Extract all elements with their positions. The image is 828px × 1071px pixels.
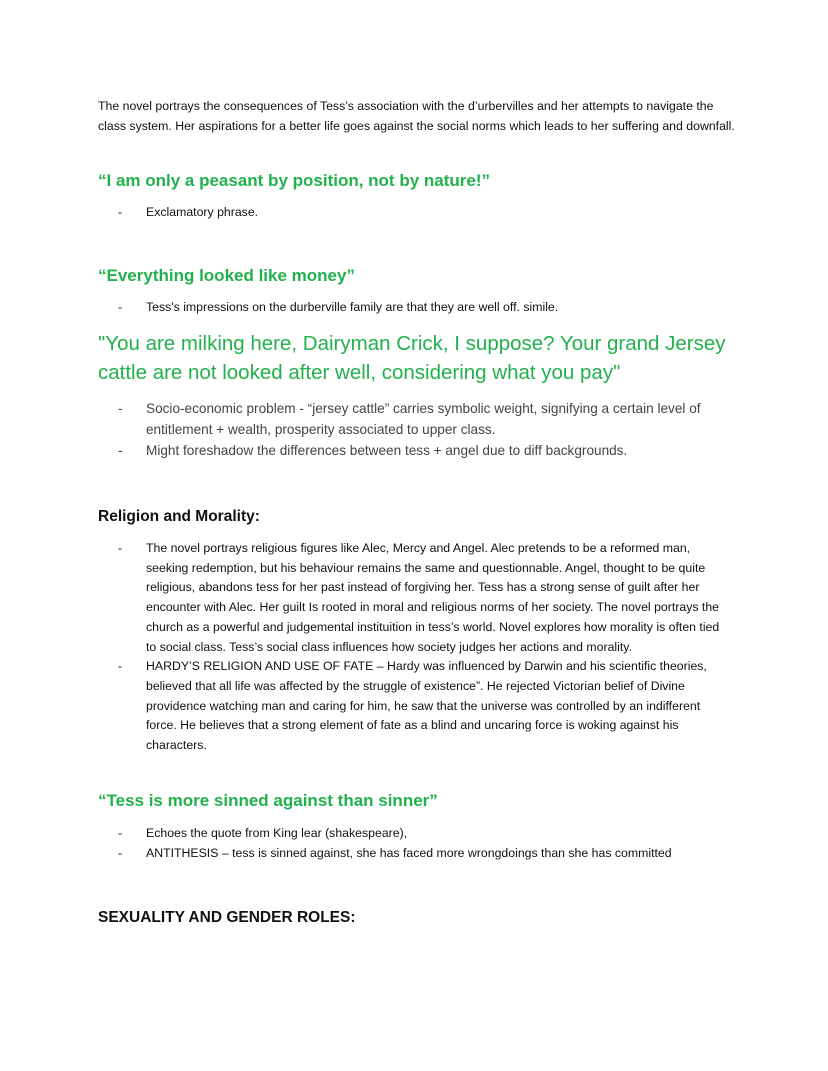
list-item: - HARDY’S RELIGION AND USE OF FATE – Hardy was influenced by Darwin and his scientific theories, believed that all life was affected by the struggle of existence”. He rejected Victorian belief of Divine providence watching man and caring for him, he saw that the universe was controlled by an indifferent force. He believes that a strong element of fate as a blind and uncaring force is woking against his characters. [118, 659, 707, 753]
list-item: - Exclamatory phrase. [118, 205, 259, 219]
list-item: - Echoes the quote from King lear (shakespeare), [118, 826, 408, 840]
bullet-list-religion [118, 539, 730, 756]
heading-religion: Religion and Morality: [98, 508, 260, 525]
quote-sinned: “Tess is more sinned against than sinner” [98, 791, 438, 810]
bullet-list-dairyman [118, 398, 730, 461]
intro-paragraph: The novel portrays the consequences of Tess’s association with the d’urbervilles and her attempts to navigate the class system. Her aspirations for a better life goes against the social norms which leads to her suffering and downfall. [98, 99, 735, 133]
quote-peasant: “I am only a peasant by position, not by nature!” [98, 171, 490, 190]
list-item: - Socio-economic problem - “jersey cattle” carries symbolic weight, signifying a certain level of entitlement + wealth, prosperity associated to upper class. [118, 401, 701, 437]
list-item: - Might foreshadow the differences between tess + angel due to diff backgrounds. [118, 443, 628, 458]
quote-money: “Everything looked like money” [98, 266, 355, 285]
quote-dairyman: "You are milking here, Dairyman Crick, I suppose? Your grand Jersey cattle are not looked after well, considering what you pay" [98, 332, 726, 384]
list-item: - Tess's impressions on the durberville family are that they are well off. simile. [118, 300, 559, 314]
bullet-list-sinned [118, 824, 730, 863]
bullet-list-money [118, 298, 730, 318]
list-item: - ANTITHESIS – tess is sinned against, she has faced more wrongdoings than she has committed [118, 845, 672, 860]
list-item: - The novel portrays religious figures like Alec, Mercy and Angel. Alec pretends to be a reformed man, seeking redemption, but his behaviour remains the same and questionnable. Angel, thought to be quite religious, abandons tess for her past instead of forgiving her. Tess has a strong sense of guilt after her encounter with Alec. Her guilt Is rooted in moral and religious norms of her society. The novel portrays the church as a powerful and judgemental instituition in tess’s world. Novel explores how morality is often tied to social class. Tess’s social class influences how society judges her actions and morality. [118, 541, 720, 654]
bullet-list-peasant [118, 203, 730, 223]
heading-sexuality: SEXUALITY AND GENDER ROLES: [98, 909, 356, 926]
